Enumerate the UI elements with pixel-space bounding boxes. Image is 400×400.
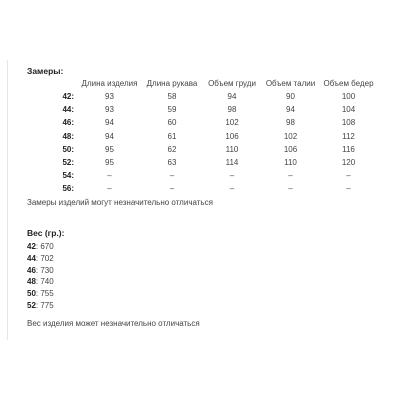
measurement-cell: 102	[225, 118, 239, 128]
header-hips: Объем бедер	[323, 78, 374, 88]
measurement-cell: –	[169, 171, 175, 181]
size-label: 46:	[62, 118, 74, 128]
table-row	[27, 116, 377, 129]
measurement-cell: 120	[341, 158, 356, 168]
measurement-cell: –	[107, 184, 112, 194]
measurement-cell: 114	[225, 158, 239, 168]
size-label: 44:	[62, 105, 74, 115]
measurement-cell: –	[346, 184, 351, 194]
sizes-table-body	[27, 90, 377, 196]
measurement-cell: 110	[225, 144, 239, 154]
measurement-cell: 95	[105, 144, 114, 154]
size-label: 56:	[62, 184, 74, 194]
measurement-cell: –	[288, 171, 293, 181]
measurement-cell: 104	[341, 105, 356, 115]
measurement-cell: 102	[283, 131, 298, 141]
list-item: 48: 740	[27, 277, 54, 287]
measurement-cell: 94	[286, 105, 295, 115]
weight-value: 755	[40, 289, 54, 299]
measurement-cell: –	[288, 184, 293, 194]
table-row	[27, 143, 377, 156]
measurement-cell: 58	[167, 92, 177, 102]
measurement-cell: 61	[167, 131, 177, 141]
measurement-cell: 60	[167, 118, 177, 128]
list-item: 46: 730	[27, 265, 54, 275]
size-label: 50:	[62, 144, 74, 154]
measurement-cell: –	[346, 171, 351, 181]
weight-size: 44	[27, 253, 36, 263]
list-item: 44: 702	[27, 253, 54, 263]
measurement-cell: –	[107, 171, 112, 181]
measurement-cell: –	[229, 171, 235, 181]
table-row	[27, 169, 377, 182]
header-chest: Объем груди	[208, 78, 256, 88]
weight-note: Вес изделия может незначительно отличаться	[27, 319, 200, 328]
measurement-cell: 116	[342, 144, 355, 154]
header-sleeve: Длина рукава	[146, 78, 198, 88]
table-row	[27, 90, 377, 103]
measurement-cell: 94	[105, 118, 114, 128]
weight-value: 740	[40, 277, 54, 287]
measurement-cell: 59	[167, 105, 177, 115]
header-waist: Объем талии	[265, 78, 316, 88]
measurement-cell: 98	[227, 105, 237, 115]
list-item: 42: 670	[27, 242, 54, 251]
list-item: 52: 775	[27, 300, 54, 310]
weight-size: 52	[27, 300, 36, 310]
measurement-cell: 100	[341, 92, 356, 102]
size-label: 52:	[62, 158, 74, 168]
weight-title: Вес (гр.):	[27, 228, 65, 238]
measurement-cell: 106	[225, 131, 239, 141]
sizes-table	[27, 76, 377, 196]
table-row	[27, 182, 377, 195]
table-row	[27, 130, 377, 143]
weight-size: 46	[27, 265, 36, 275]
measurement-cell: 93	[105, 105, 114, 115]
measurement-cell: 108	[341, 118, 356, 128]
header-size	[27, 76, 78, 90]
table-row	[27, 156, 377, 169]
measurement-cell: 94	[105, 131, 114, 141]
measurement-cell: 90	[286, 92, 295, 102]
weight-value: 775	[40, 300, 54, 310]
weight-list	[27, 241, 54, 312]
weight-value: 702	[40, 253, 54, 263]
measurement-cell: 112	[342, 131, 355, 141]
weight-value: 730	[40, 265, 54, 275]
size-label: 48:	[62, 131, 74, 141]
measurement-cell: 106	[283, 144, 298, 154]
measurement-cell: –	[229, 184, 235, 194]
weight-size: 48	[27, 277, 36, 287]
sizes-note: Замеры изделий могут незначительно отличаться	[27, 198, 213, 207]
measurement-cell: 94	[227, 92, 237, 102]
measurement-cell: 95	[105, 158, 114, 168]
measurement-cell: 110	[284, 158, 297, 168]
weight-size: 42	[27, 242, 36, 251]
page-left-border	[7, 60, 8, 340]
weight-value: 670	[40, 242, 54, 251]
sizes-header-row	[27, 76, 377, 90]
size-label: 42:	[62, 92, 74, 102]
header-length: Длина изделия	[81, 78, 138, 88]
measurement-cell: 63	[167, 158, 177, 168]
measurement-cell: 93	[105, 92, 114, 102]
table-row	[27, 103, 377, 116]
list-item: 50: 755	[27, 289, 54, 299]
sizes-title: Замеры:	[27, 66, 64, 76]
measurement-cell: 62	[167, 144, 177, 154]
measurement-cell: 98	[286, 118, 295, 128]
measurement-cell: –	[169, 184, 175, 194]
size-label: 54:	[62, 171, 74, 181]
weight-size: 50	[27, 289, 36, 299]
